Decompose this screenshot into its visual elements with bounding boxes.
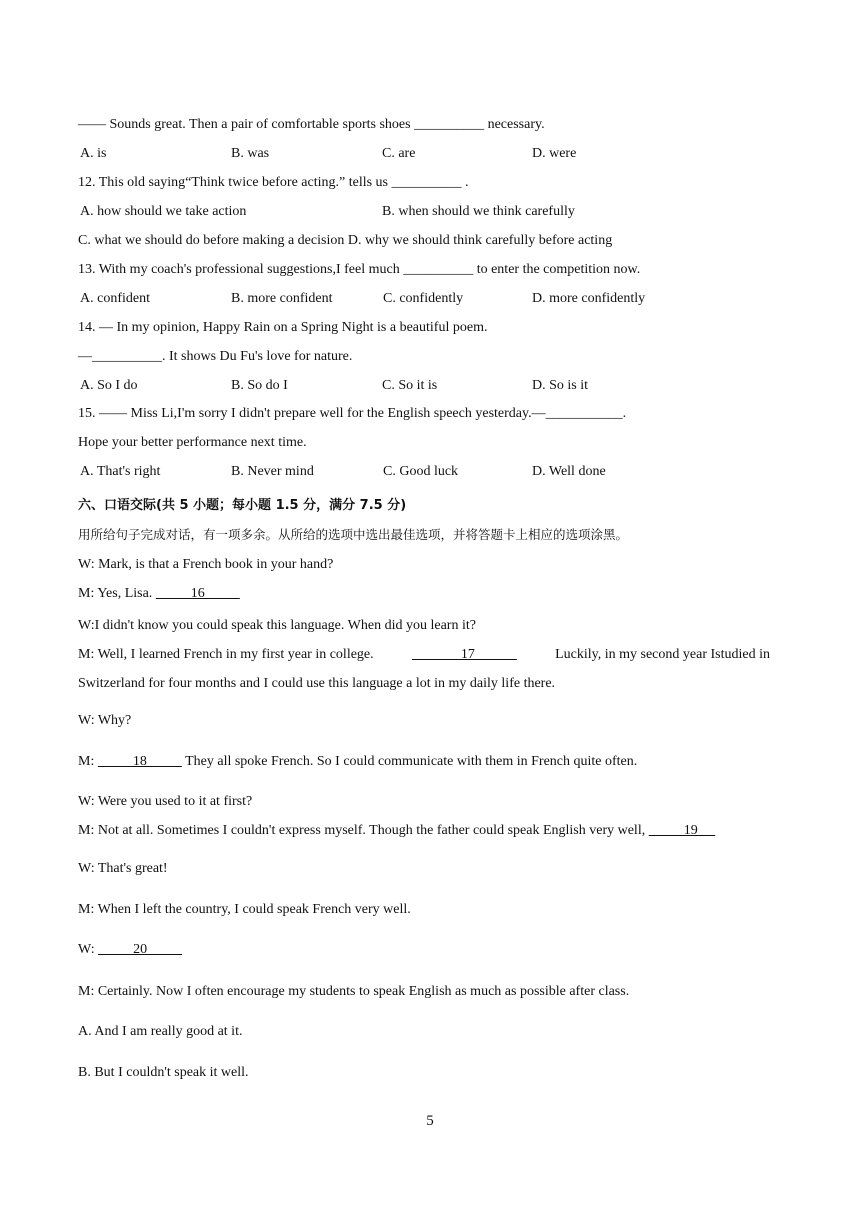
text: M: Yes, Lisa. <box>78 586 156 601</box>
question-13 <box>78 261 640 279</box>
option-c: C. are <box>382 146 416 161</box>
blank-20: 20 <box>98 942 183 957</box>
text: —— Sounds great. Then a pair of comfortable sports shoes <box>78 117 415 132</box>
text: Luckily, in my second year Istudied in <box>555 647 770 662</box>
dialogue-line: W: Why? <box>78 713 132 728</box>
option-a: A. That's right <box>80 464 161 479</box>
option-d: D. Well done <box>532 464 606 479</box>
text: . <box>461 175 469 190</box>
option-b: B. more confident <box>231 291 333 306</box>
dialogue-line: Switzerland for four months and I could use this language a lot in my daily life there. <box>78 676 556 691</box>
option-b: B. was <box>231 146 270 161</box>
text: to enter the competition now. <box>473 262 641 277</box>
question-14: 14. — In my opinion, Happy Rain on a Spring Night is a beautiful poem. <box>78 320 488 335</box>
option-a: A. is <box>80 146 107 161</box>
text: M: Not at all. Sometimes I couldn't express myself. Though the father could speak English very well, <box>78 823 649 838</box>
option-d: D. more confidently <box>532 291 646 306</box>
dialogue-line: M: Certainly. Now I often encourage my students to speak English as much as possible after class. <box>78 984 630 999</box>
blank-17: 17 <box>411 647 517 662</box>
option-d: D. were <box>532 146 577 161</box>
question-15 <box>78 405 626 423</box>
text: M: <box>78 754 98 769</box>
text: necessary. <box>484 117 545 132</box>
option-b: B. Never mind <box>231 464 314 479</box>
option-b: B. So do I <box>231 378 288 393</box>
text: W: <box>78 942 99 957</box>
blank-16: 16 <box>155 586 240 601</box>
question-12 <box>78 174 469 192</box>
blank-19: 19 <box>648 823 716 838</box>
dialogue-line <box>78 822 715 840</box>
text: 12. This old saying“Think twice before acting.” tells us <box>78 175 392 190</box>
blank: ___________ <box>545 406 623 421</box>
option-c: C. So it is <box>382 378 438 393</box>
dialogue-line <box>78 585 240 603</box>
dialogue-line: W: Were you used to it at first? <box>78 794 253 809</box>
dialogue-line: W: Mark, is that a French book in your hand? <box>78 557 334 572</box>
option-a: A. how should we take action <box>80 204 247 219</box>
dialogue-line: M: When I left the country, I could speak French very well. <box>78 902 411 917</box>
blank: __________ <box>414 117 485 132</box>
option-c: C. confidently <box>383 291 464 306</box>
dialogue-line <box>78 753 637 771</box>
text: M: Well, I learned French in my first year in college. <box>78 647 374 662</box>
blank: __________ <box>391 175 462 190</box>
option-c: C. Good luck <box>383 464 459 479</box>
dialogue-line <box>78 646 770 664</box>
question-14-reply <box>78 348 352 366</box>
dialogue-line <box>78 941 182 959</box>
text: 15. —— Miss Li,I'm sorry I didn't prepare well for the English speech yesterday.— <box>78 406 546 421</box>
q11-reply <box>78 116 545 134</box>
text: . It shows Du Fu's love for nature. <box>162 349 353 364</box>
text: . <box>622 406 627 421</box>
option-b: B. when should we think carefully <box>382 204 575 219</box>
text: — <box>78 349 92 364</box>
section-heading: 六、口语交际(共 5 小题；每小题 1.5 分，满分 7.5 分) <box>78 498 407 513</box>
option-a: A. confident <box>80 291 150 306</box>
dialogue-line: W: That's great! <box>78 861 168 876</box>
blank: __________ <box>403 262 474 277</box>
blank-18: 18 <box>97 754 182 769</box>
section-instruction: 用所给句子完成对话，有一项多余。从所给的选项中选出最佳选项，并将答题卡上相应的选项涂黑。 <box>78 527 629 542</box>
choice-b: B. But I couldn't speak it well. <box>78 1065 249 1080</box>
option-cd: C. what we should do before making a decision D. why we should think carefully before acting <box>78 233 613 248</box>
option-d: D. So is it <box>532 378 589 393</box>
choice-a: A. And I am really good at it. <box>78 1024 243 1039</box>
text: 13. With my coach's professional suggestions,I feel much <box>78 262 404 277</box>
text: They all spoke French. So I could communicate with them in French quite often. <box>181 754 638 769</box>
option-a: A. So I do <box>80 378 138 393</box>
blank: __________ <box>92 349 162 364</box>
page-number: 5 <box>426 1113 434 1129</box>
dialogue-line: W:I didn't know you could speak this language. When did you learn it? <box>78 618 476 633</box>
question-15-line2: Hope your better performance next time. <box>78 435 307 450</box>
